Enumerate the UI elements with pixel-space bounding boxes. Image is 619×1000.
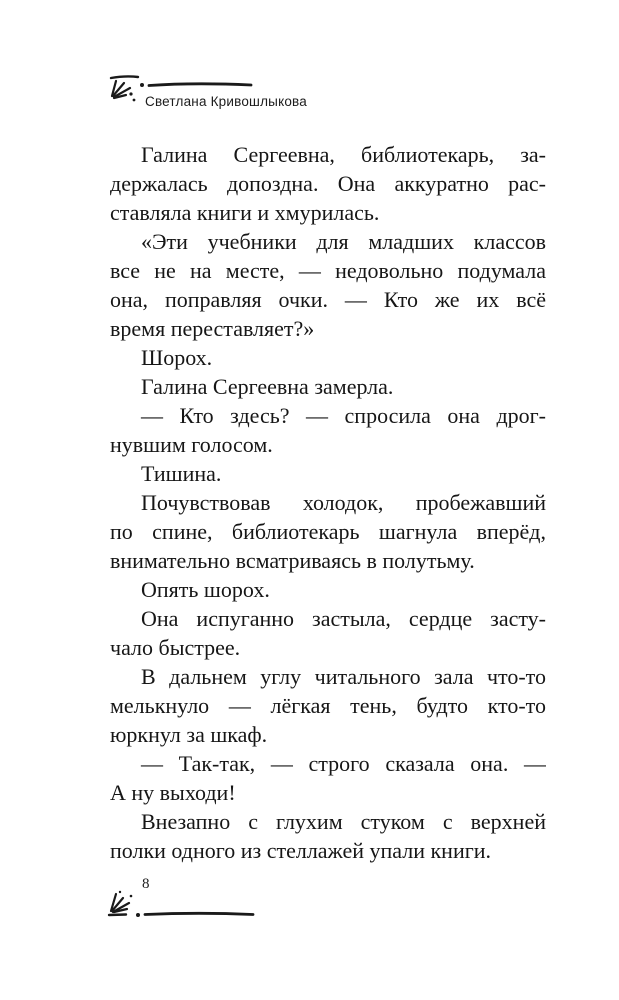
paragraph [110, 807, 546, 865]
text-line: А ну выходи! [110, 780, 236, 805]
paragraph [110, 604, 546, 662]
header-rule [138, 76, 254, 84]
text-line: В дальнем углу читального зала что-то [141, 664, 546, 689]
text-line: она, поправляя очки. — Кто же их всё [110, 287, 546, 312]
page-number: 8 [142, 876, 150, 892]
text-line: по спине, библиотекарь шагнула вперёд, [110, 519, 546, 544]
text-line: Она испуганно застыла, сердце засту- [141, 606, 546, 631]
paragraph [110, 343, 546, 372]
paragraph [110, 401, 546, 459]
paragraph [110, 488, 546, 575]
text-line: — Так-так, — строго сказала она. — [141, 751, 546, 776]
text-line: Внезапно с глухим стуком с верхней [141, 809, 546, 834]
text-line: ставляла книги и хмурилась. [110, 200, 380, 225]
text-line: Опять шорох. [141, 577, 270, 602]
paragraph [110, 372, 546, 401]
paragraph [110, 140, 546, 227]
text-line: полки одного из стеллажей упали книги. [110, 838, 492, 863]
text-line: время переставляет?» [110, 316, 315, 341]
paragraph [110, 749, 546, 807]
text-line: держалась допоздна. Она аккуратно рас- [110, 171, 546, 196]
text-line: все не на месте, — недовольно подумала [110, 258, 546, 283]
text-line: Галина Сергеевна замерла. [141, 374, 394, 399]
author-name: Светлана Кривошлыкова [145, 94, 307, 109]
text-line: нувшим голосом. [110, 432, 273, 457]
paragraph [110, 459, 546, 488]
sketch-rays-icon [108, 72, 142, 104]
footer-rule [134, 906, 256, 916]
text-line: — Кто здесь? — спросила она дрог- [141, 403, 546, 428]
text-line: Тишина. [141, 461, 222, 486]
paragraph [110, 662, 546, 749]
text-line: внимательно всматриваясь в полутьму. [110, 548, 475, 573]
text-line: юркнул за шкаф. [110, 722, 268, 747]
text-line: «Эти учебники для младших классов [141, 229, 546, 254]
text-line: чало быстрее. [110, 635, 241, 660]
text-body [110, 140, 546, 865]
text-line: Почувствовав холодок, пробежавший [141, 490, 546, 515]
text-line: Галина Сергеевна, библиотекарь, за- [141, 142, 546, 167]
text-line: Шорох. [141, 345, 213, 370]
paragraph [110, 575, 546, 604]
text-line: мелькнуло — лёгкая тень, будто кто-то [110, 693, 546, 718]
paragraph [110, 227, 546, 343]
